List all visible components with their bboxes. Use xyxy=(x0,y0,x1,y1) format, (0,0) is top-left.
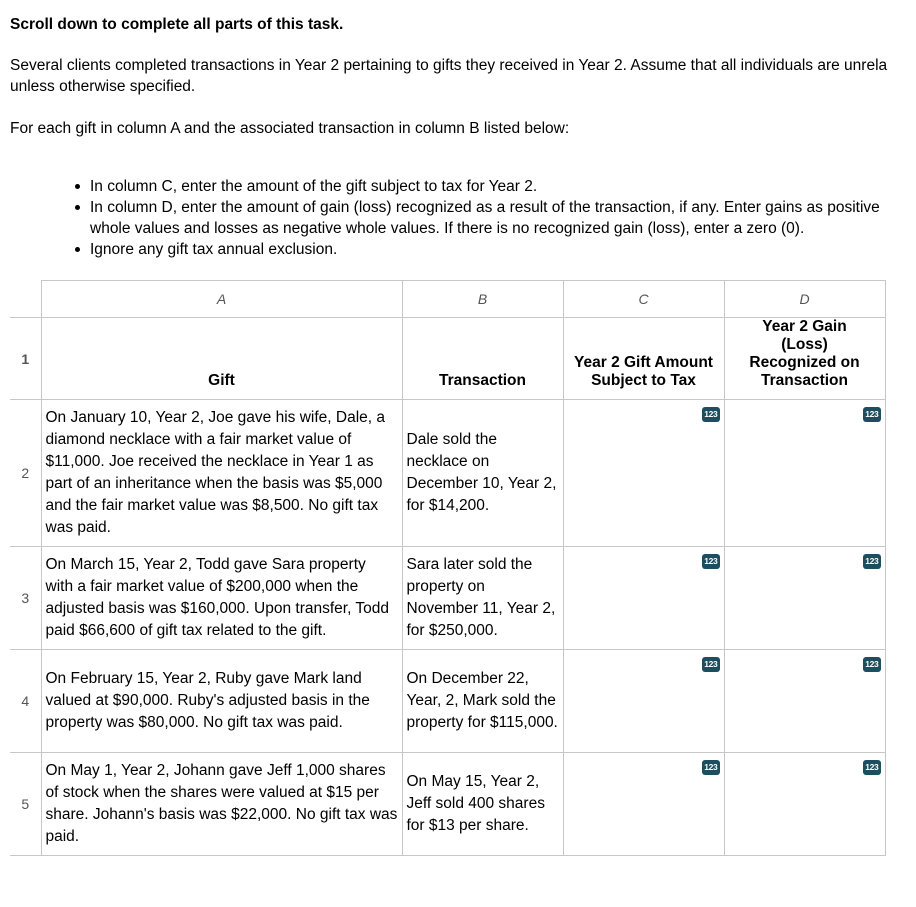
header-transaction: Transaction xyxy=(402,318,563,400)
column-letter-row xyxy=(10,281,885,318)
numeric-input-icon: 123 xyxy=(863,554,880,569)
column-letter-b: B xyxy=(402,281,563,318)
row-number: 2 xyxy=(10,400,41,547)
intro-text-continued: unless otherwise specified. xyxy=(10,78,196,95)
gift-amount-input[interactable] xyxy=(563,400,724,547)
row-number: 1 xyxy=(10,318,41,400)
numeric-input-icon: 123 xyxy=(863,407,880,422)
numeric-input-icon: 123 xyxy=(702,760,719,775)
intro-text: Several clients completed transactions in Year 2 pertaining to gifts they received in Year 2. Assume that all individuals are unrela xyxy=(10,57,888,74)
column-letter-c: C xyxy=(563,281,724,318)
gift-cell: On March 15, Year 2, Todd gave Sara property with a fair market value of $200,000 when the adjusted basis was $160,000. Upon transfer, Todd paid $66,600 of gift tax related to the gift. xyxy=(41,547,402,650)
header-gain-loss: Year 2 Gain (Loss) Recognized on Transaction xyxy=(724,318,885,400)
numeric-input-icon: 123 xyxy=(702,554,719,569)
column-letter-d: D xyxy=(724,281,885,318)
numeric-input-icon: 123 xyxy=(702,657,719,672)
for-each-text: For each gift in column A and the associated transaction in column B listed below: xyxy=(10,120,570,137)
corner-cell xyxy=(10,281,41,318)
instruction-list xyxy=(90,176,916,260)
gain-loss-input[interactable] xyxy=(724,547,885,650)
header-gift: Gift xyxy=(41,318,402,400)
task-table xyxy=(10,280,886,856)
numeric-input-icon: 123 xyxy=(702,407,719,422)
numeric-input-icon: 123 xyxy=(863,760,880,775)
gift-amount-input[interactable] xyxy=(563,650,724,753)
gain-loss-input[interactable] xyxy=(724,400,885,547)
transaction-cell: Sara later sold the property on November 11, Year 2, for $250,000. xyxy=(402,547,563,650)
gift-amount-input[interactable] xyxy=(563,753,724,856)
header-gift-amount: Year 2 Gift Amount Subject to Tax xyxy=(563,318,724,400)
row-number: 3 xyxy=(10,547,41,650)
transaction-cell: On May 15, Year 2, Jeff sold 400 shares for $13 per share. xyxy=(402,753,563,856)
gift-cell: On January 10, Year 2, Joe gave his wife, Dale, a diamond necklace with a fair market value of $11,000. Joe received the necklace in Year 1 as part of an inheritance when the basis was $5,000 and the fair market value was $8,500. No gift tax was paid. xyxy=(41,400,402,547)
gift-amount-input[interactable] xyxy=(563,547,724,650)
numeric-input-icon: 123 xyxy=(863,657,880,672)
table-row xyxy=(10,400,885,547)
instruction-column-c: In column C, enter the amount of the gift subject to tax for Year 2. xyxy=(90,176,916,197)
column-letter-a: A xyxy=(41,281,402,318)
gift-cell: On May 1, Year 2, Johann gave Jeff 1,000 shares of stock when the shares were valued at $15 per share. Johann's basis was $22,000. No gift tax was paid. xyxy=(41,753,402,856)
row-number: 4 xyxy=(10,650,41,753)
gift-cell: On February 15, Year 2, Ruby gave Mark land valued at $90,000. Ruby's adjusted basis in the property was $80,000. No gift tax was paid. xyxy=(41,650,402,753)
header-row xyxy=(10,318,885,400)
table-row xyxy=(10,753,885,856)
transaction-cell: On December 22, Year, 2, Mark sold the property for $115,000. xyxy=(402,650,563,753)
scroll-note: Scroll down to complete all parts of this task. xyxy=(10,16,344,33)
table-row xyxy=(10,650,885,753)
instruction-column-d: In column D, enter the amount of gain (loss) recognized as a result of the transaction, if any. Enter gains as positive whole values and losses as negative whole values. If there is no recognized gain (loss), enter a zero (0). xyxy=(90,197,916,239)
row-number: 5 xyxy=(10,753,41,856)
table-row xyxy=(10,547,885,650)
transaction-cell: Dale sold the necklace on December 10, Year 2, for $14,200. xyxy=(402,400,563,547)
gain-loss-input[interactable] xyxy=(724,753,885,856)
instruction-ignore-exclusion: Ignore any gift tax annual exclusion. xyxy=(90,239,916,260)
gain-loss-input[interactable] xyxy=(724,650,885,753)
